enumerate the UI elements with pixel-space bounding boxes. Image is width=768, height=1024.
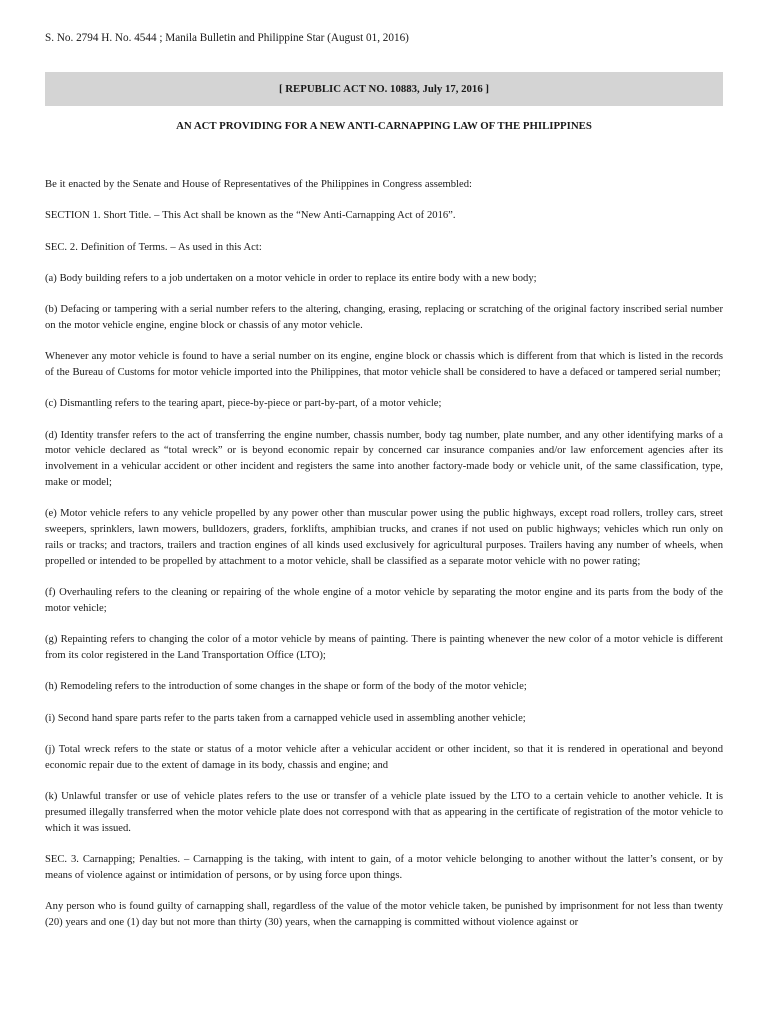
enacting-clause: Be it enacted by the Senate and House of Representatives of the Philippines in Congress assembled: [45,179,472,190]
definition-j: (j) Total wreck refers to the state or status of a motor vehicle after a vehicular accident or other incident, so that it is rendered in operational and beyond economic repair due to the extent of damage in its body, chassis and engine; and [45,743,723,771]
document-body [45,177,723,946]
act-number-banner [45,72,723,106]
definition-b: (b) Defacing or tampering with a serial number refers to the altering, changing, erasing, replacing or scratching of the original factory inscribed serial number on the motor vehicle engine, engine block or chassis of any motor vehicle. [45,304,723,331]
definition-h: (h) Remodeling refers to the introduction of some changes in the shape or form of the body of the motor vehicle; [45,681,527,693]
definition-c: (c) Dismantling refers to the tearing apart, piece-by-piece or part-by-part, of a motor vehicle; [45,398,442,410]
definition-d: (d) Identity transfer refers to the act of transferring the engine number, chassis number, body tag number, plate number, and any other identifying marks of a motor vehicle declared as “total wreck” or is beyond economic repair by concerned car insurance companies and/or law enforcement agencies after its involvement in a vehicular accident or other incident and registers the same into another factory-made body or vehicle unit, of the same classification, type, make or model; [45,429,723,489]
definition-b-continued: Whenever any motor vehicle is found to have a serial number on its engine, engine block or chassis which is different from that which is listed in the records of the Bureau of Customs for motor vehicle imported into the Philippines, that motor vehicle shall be considered to have a defaced or tampered serial number; [45,351,723,379]
act-number: [ REPUBLIC ACT NO. 10883, July 17, 2016 ] [278,83,490,95]
definition-a: (a) Body building refers to a job undertaken on a motor vehicle in order to replace its entire body with a new body; [45,272,537,284]
document-reference: S. No. 2794 H. No. 4544 ; Manila Bulletin and Philippine Star (August 01, 2016) [45,32,409,44]
definition-i: (i) Second hand spare parts refer to the parts taken from a carnapped vehicle used in assembling another vehicle; [45,712,526,724]
act-title: AN ACT PROVIDING FOR A NEW ANTI-CARNAPPING LAW OF THE PHILIPPINES [176,120,592,132]
definition-k: (k) Unlawful transfer or use of vehicle plates refers to the use or transfer of a vehicle plate issued by the LTO to a certain vehicle to another vehicle. It is presumed illegally transferred when the motor vehicle plate does not correspond with that as appearing in the certificate of registration of the motor vehicle to which it was issued. [45,790,723,834]
definition-e: (e) Motor vehicle refers to any vehicle propelled by any power other than muscular power using the public highways, except road rollers, trolley cars, street sweepers, sprinklers, lawn mowers, bulldozers, graders, forklifts, amphibian trucks, and cranes if not used on public highways; vehicles which run only on rails or tracks; and tractors, trailers and traction engines of all kinds used exclusively for agricultural purposes. Trailers having any number of wheels, when propelled or intended to be propelled by attachment to a motor vehicle, shall be classified as a separate motor vehicle with no power rating; [45,508,723,567]
definition-f: (f) Overhauling refers to the cleaning or repairing of the whole engine of a motor vehicle by separating the motor engine and its parts from the body of the motor vehicle; [45,587,723,614]
section-3-penalty: Any person who is found guilty of carnapping shall, regardless of the value of the motor vehicle taken, be punished by imprisonment for not less than twenty (20) years and one (1) day but not more than thirty (30) years, when the carnapping is committed without violence against or [45,900,723,928]
section-2-heading: SEC. 2. Definition of Terms. – As used in this Act: [45,241,262,253]
section-3-carnapping: SEC. 3. Carnapping; Penalties. – Carnapping is the taking, with intent to gain, of a motor vehicle belonging to another without the latter’s consent, or by means of violence against or intimidation of persons, or by using force upon things. [45,853,723,881]
section-1-short-title: SECTION 1. Short Title. – This Act shall be known as the “New Anti-Carnapping Act of 2016”. [45,210,456,222]
definition-g: (g) Repainting refers to changing the color of a motor vehicle by means of painting. There is painting whenever the new color of a motor vehicle is different from its color registered in the Land Transportation Office (LTO); [45,634,723,661]
